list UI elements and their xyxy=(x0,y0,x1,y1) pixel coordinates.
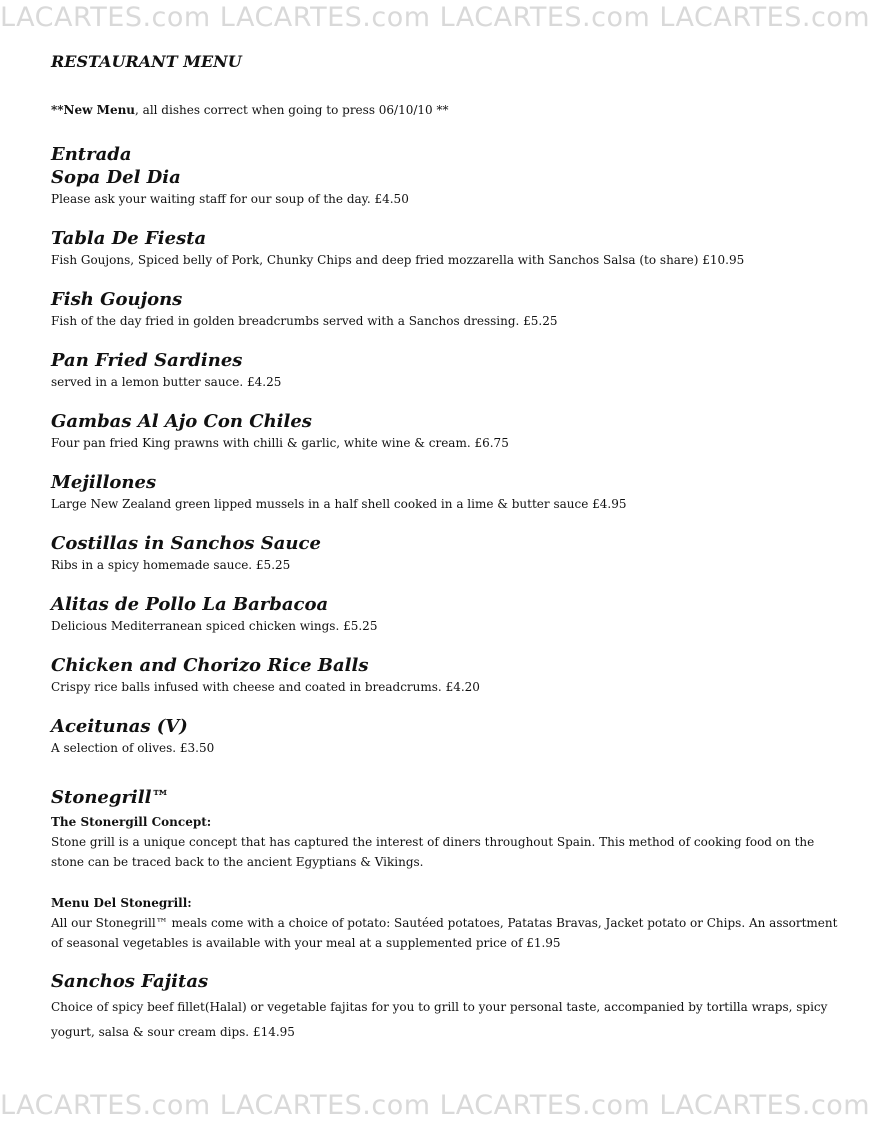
dish-name: Pan Fried Sardines xyxy=(51,350,243,371)
dish-name: Alitas de Pollo La Barbacoa xyxy=(51,594,329,615)
dish-name: Gambas Al Ajo Con Chiles xyxy=(51,411,312,432)
dish-description: Fish of the day fried in golden breadcrumbs served with a Sanchos dressing. £5.25 xyxy=(51,314,558,328)
dish-name: Fish Goujons xyxy=(51,289,183,310)
menu-dish xyxy=(51,226,841,268)
section-heading-entrada: Entrada xyxy=(51,144,132,165)
menu-dish xyxy=(51,409,841,451)
dish-description: Please ask your waiting staff for our soup of the day. £4.50 xyxy=(51,192,409,206)
concept-heading: The Stonergill Concept: xyxy=(51,815,212,829)
menu-dish xyxy=(51,348,841,390)
dish-description: Fish Goujons, Spiced belly of Pork, Chunky Chips and deep fried mozzarella with Sanchos Salsa (to share) £10.95 xyxy=(51,253,745,267)
concept-text: Stone grill is a unique concept that has captured the interest of diners throughout Spain. This method of cooking food on the stone can be traced back to the ancient Egyptians & Vikings. xyxy=(51,835,815,869)
dish-name: Chicken and Chorizo Rice Balls xyxy=(51,655,369,676)
stonegrill-menu-heading: Menu Del Stonegrill: xyxy=(51,896,192,910)
watermark-top: LACARTES.com LACARTES.com LACARTES.com LACARTES.com xyxy=(0,2,870,33)
entrada-section xyxy=(51,144,841,756)
notice-bold: **New Menu xyxy=(51,103,136,117)
notice-text: , all dishes correct when going to press 06/10/10 ** xyxy=(135,103,449,117)
dish-description: Choice of spicy beef fillet(Halal) or vegetable fajitas for you to grill to your personal taste, accompanied by tortilla wraps, spicy yogurt, salsa & sour cream dips. £14.95 xyxy=(51,1000,828,1039)
dish-fajitas xyxy=(51,969,841,1045)
stonegrill-menu-text: All our Stonegrill™ meals come with a choice of potato: Sautéed potatoes, Patatas Bravas, Jacket potato or Chips. An assortment of seasonal vegetables is available with your meal at a supplemented price of £1.95 xyxy=(51,916,838,950)
dish-name: Costillas in Sanchos Sauce xyxy=(51,533,321,554)
menu-page xyxy=(51,52,841,1045)
menu-dish xyxy=(51,714,841,756)
dish-name: Mejillones xyxy=(51,472,157,493)
dish-description: Delicious Mediterranean spiced chicken wings. £5.25 xyxy=(51,619,378,633)
dish-description: Large New Zealand green lipped mussels in a half shell cooked in a lime & butter sauce £4.95 xyxy=(51,497,627,511)
menu-dish xyxy=(51,470,841,512)
dish-description: Four pan fried King prawns with chilli & garlic, white wine & cream. £6.75 xyxy=(51,436,509,450)
dish-description: Crispy rice balls infused with cheese and coated in breadcrums. £4.20 xyxy=(51,680,480,694)
dish-name: Tabla De Fiesta xyxy=(51,228,207,249)
watermark-bottom: LACARTES.com LACARTES.com LACARTES.com LACARTES.com xyxy=(0,1090,870,1121)
dish-description: Ribs in a spicy homemade sauce. £5.25 xyxy=(51,558,291,572)
stonegrill-section xyxy=(51,787,841,1045)
menu-dish xyxy=(51,165,841,207)
menu-dish xyxy=(51,653,841,695)
menu-dish xyxy=(51,592,841,634)
page-title: RESTAURANT MENU xyxy=(51,52,242,71)
dish-description: served in a lemon butter sauce. £4.25 xyxy=(51,375,282,389)
dish-name: Sopa Del Dia xyxy=(51,167,181,188)
dish-list xyxy=(51,165,841,756)
dish-description: A selection of olives. £3.50 xyxy=(51,741,215,755)
menu-dish xyxy=(51,287,841,329)
dish-name: Aceitunas (V) xyxy=(51,716,188,737)
section-heading-stonegrill: Stonegrill™ xyxy=(51,787,170,808)
menu-dish xyxy=(51,531,841,573)
menu-notice xyxy=(51,103,841,117)
dish-name: Sanchos Fajitas xyxy=(51,971,209,992)
